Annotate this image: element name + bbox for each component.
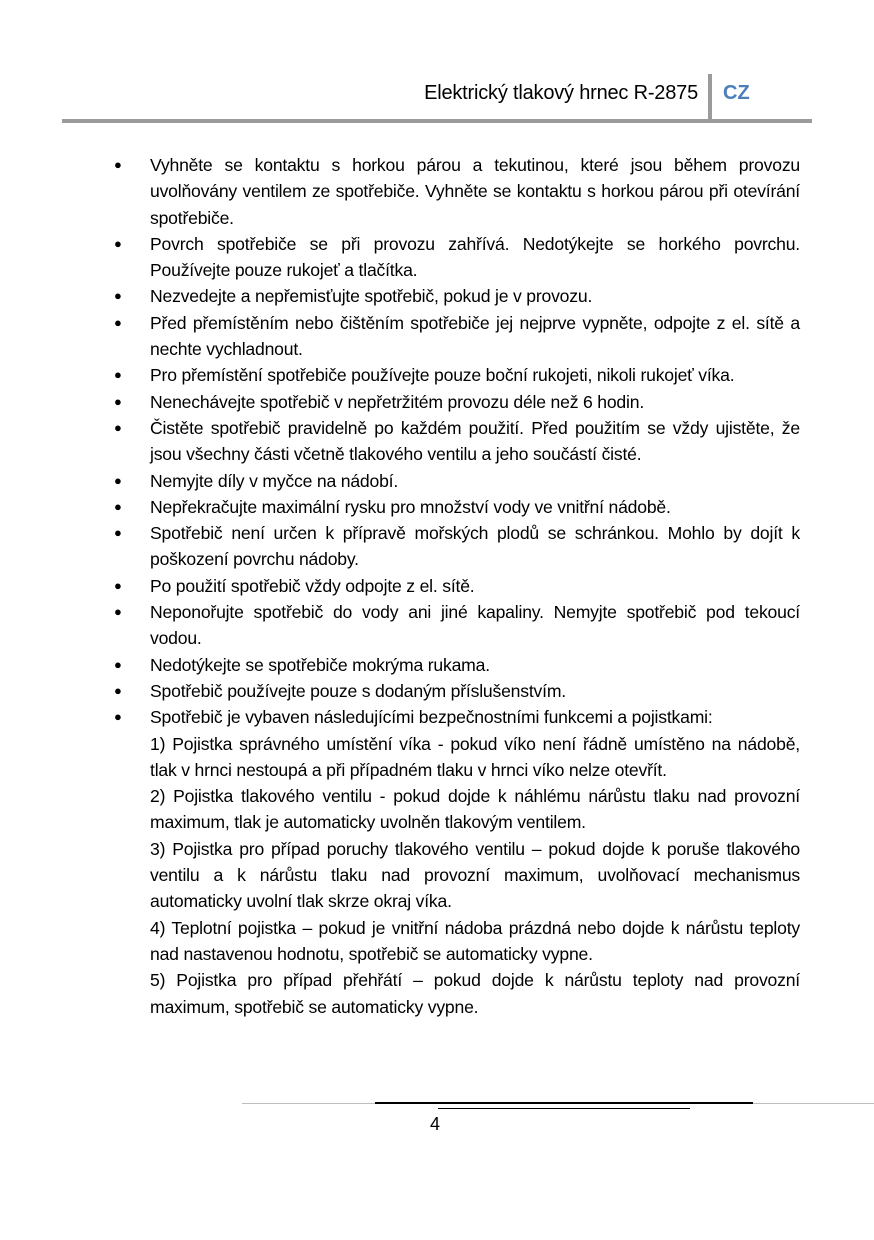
- list-item-text: Spotřebič není určen k přípravě mořských plodů se schránkou. Mohlo by dojít k poškození povrchu nádoby.: [150, 523, 800, 570]
- safety-feature-5: 5) Pojistka pro případ přehřátí – pokud dojde k nárůstu teploty nad provozní maximum, spotřebič se automaticky vypne.: [150, 970, 800, 1017]
- list-item: [110, 573, 800, 599]
- list-item-text: Nedotýkejte se spotřebiče mokrýma rukama.: [150, 654, 490, 675]
- bullet-icon: ●: [114, 157, 122, 172]
- list-item-text: Neponořujte spotřebič do vody ani jiné kapaliny. Nemyjte spotřebič pod tekoucí vodou.: [150, 602, 800, 649]
- page-number: 4: [430, 1114, 441, 1134]
- bullet-icon: ●: [114, 288, 122, 304]
- list-item: [110, 389, 800, 415]
- safety-feature-1: 1) Pojistka správného umístění víka - pokud víko není řádně umístěno na nádobě, tlak v hrnci nestoupá a při případném tlaku v hrnci víko nelze otevřít.: [150, 733, 800, 780]
- list-item: [110, 415, 800, 468]
- bullet-icon: ●: [114, 314, 122, 330]
- list-item-text: Pro přemístění spotřebiče používejte pouze boční rukojeti, nikoli rukojeť víka.: [150, 365, 735, 386]
- list-item-text: Po použití spotřebič vždy odpojte z el. sítě.: [150, 575, 475, 596]
- list-item: [110, 362, 800, 388]
- header-rule: [62, 119, 812, 123]
- list-item-text: Nemyjte díly v myčce na nádobí.: [150, 470, 399, 491]
- safety-bullet-list: [110, 152, 800, 1020]
- list-item: [110, 152, 800, 231]
- bullet-icon: ●: [114, 525, 122, 541]
- list-item-text: Nepřekračujte maximální rysku pro množství vody ve vnitřní nádobě.: [150, 496, 671, 517]
- list-item-text: Před přemístěním nebo čištěním spotřebiče jej nejprve vypněte, odpojte z el. sítě a nechte vychladnout.: [150, 312, 800, 360]
- safety-feature-4: 4) Teplotní pojistka – pokud je vnitřní nádoba prázdná nebo dojde k nárůstu teploty nad nastavenou hodnotu, spotřebič se automaticky vypne.: [150, 917, 800, 964]
- bullet-icon: ●: [114, 393, 122, 409]
- list-item: [110, 494, 800, 520]
- list-item-text: Spotřebič používejte pouze s dodaným příslušenstvím.: [150, 680, 566, 701]
- bullet-icon: ●: [114, 604, 122, 620]
- list-item-text: Nenechávejte spotřebič v nepřetržitém provozu déle než 6 hodin.: [150, 391, 645, 412]
- list-item-text: Povrch spotřebiče se při provozu zahřívá. Nedotýkejte se horkého povrchu. Používejte pouze rukojeť a tlačítka.: [150, 233, 800, 281]
- list-item: [110, 599, 800, 652]
- bullet-icon: ●: [114, 419, 122, 435]
- list-item: [110, 310, 800, 363]
- bullet-icon: ●: [114, 235, 122, 251]
- header-separator: [708, 74, 712, 120]
- safety-feature-3: 3) Pojistka pro případ poruchy tlakového ventilu – pokud dojde k poruše tlakového ventilu a k nárůstu tlaku nad provozní maximum, uvolňovací mechanismus automaticky uvolní tlak skrze okraj víka.: [150, 838, 800, 912]
- list-item: [110, 678, 800, 704]
- list-item: [110, 283, 800, 309]
- list-item: [110, 468, 800, 494]
- list-item-text: Nezvedejte a nepřemisťujte spotřebič, pokud je v provozu.: [150, 286, 593, 307]
- list-item: [110, 520, 800, 573]
- list-item-text: Vyhněte se kontaktu s horkou párou a tekutinou, které jsou během provozu uvolňovány ventilem ze spotřebiče. Vyhněte se kontaktu s horkou párou při otevírání spotřebiče.: [150, 155, 800, 228]
- bullet-icon: ●: [114, 656, 122, 672]
- bullet-icon: ●: [114, 498, 122, 514]
- footer-rule: [438, 1108, 690, 1109]
- bullet-icon: ●: [114, 709, 122, 725]
- safety-feature-2: 2) Pojistka tlakového ventilu - pokud dojde k náhlému nárůstu tlaku nad provozní maximum, tlak je automaticky uvolněn tlakovým ventilem.: [150, 786, 800, 833]
- bullet-icon: ●: [114, 682, 122, 698]
- document-title: Elektrický tlakový hrnec R-2875: [424, 82, 698, 104]
- list-item: [110, 652, 800, 678]
- safety-intro: Spotřebič je vybaven následujícími bezpečnostními funkcemi a pojistkami:: [150, 707, 713, 728]
- language-code: CZ: [723, 82, 750, 104]
- list-item-text: Čistěte spotřebič pravidelně po každém použití. Před použitím se vždy ujistěte, že jsou všechny části včetně tlakového ventilu a jeho součástí čisté.: [150, 417, 800, 465]
- bullet-icon: ●: [114, 472, 122, 488]
- bullet-icon: ●: [114, 577, 122, 593]
- list-item-safety-features: [110, 704, 800, 1020]
- footer-rule: [375, 1102, 753, 1104]
- main-content: [110, 152, 800, 1020]
- bullet-icon: ●: [114, 367, 122, 383]
- list-item: [110, 231, 800, 284]
